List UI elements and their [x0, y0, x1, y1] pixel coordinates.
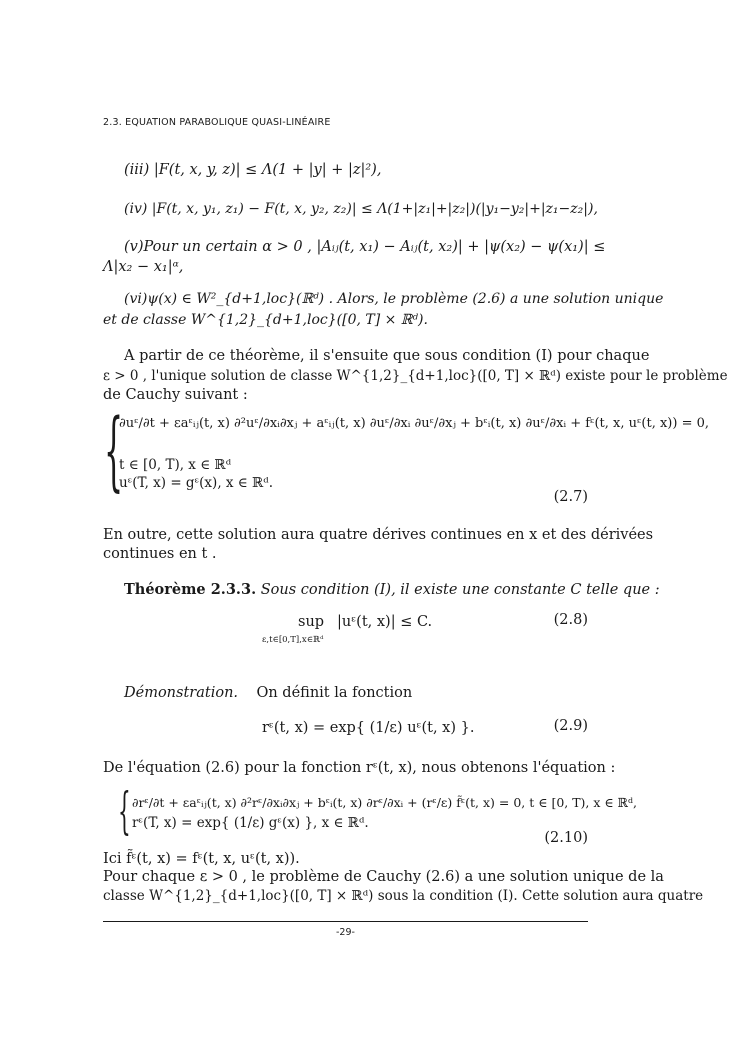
theorem-label: Théorème 2.3.3.	[124, 581, 257, 598]
para2-line2: continues en t .	[103, 546, 217, 562]
condition-vi-line1: (vi)ψ(x) ∈ W²_{d+1,loc}(ℝᵈ) . Alors, le problème (2.6) a une solution unique	[124, 291, 664, 307]
theorem-sup: sup	[298, 614, 325, 630]
para4-line1: Ici f̃ᵋ(t, x) = fᵋ(t, x, uᵋ(t, x)).	[103, 851, 300, 867]
proof-intro	[124, 683, 412, 703]
eq-2-9: rᵋ(t, x) = exp{ (1/ε) uᵋ(t, x) }.	[262, 720, 475, 736]
condition-v-line1: (v)Pour un certain α > 0 , |Aᵢⱼ(t, x₁) − Aᵢⱼ(t, x₂)| + |ψ(x₂) − ψ(x₁)| ≤	[124, 239, 606, 255]
para2-line1: En outre, cette solution aura quatre dérives continues en x et des dérivées	[103, 527, 654, 543]
para1-line3: de Cauchy suivant :	[103, 387, 248, 403]
left-brace-2-7: {	[104, 401, 124, 501]
theorem-equation: |uᵋ(t, x)| ≤ C.	[337, 614, 433, 630]
footer-divider	[103, 921, 588, 922]
theorem-sup-subscript: ε,t∈[0,T],x∈ℝᵈ	[262, 635, 324, 645]
para1-line1: A partir de ce théorème, il s'ensuite que sous condition (I) pour chaque	[124, 348, 650, 364]
condition-vi-line2: et de classe W^{1,2}_{d+1,loc}([0, T] × ℝᵈ).	[103, 312, 428, 328]
page-number: -29-	[336, 927, 355, 938]
left-brace-2-10: {	[118, 782, 131, 840]
proof-text: On définit la fonction	[256, 685, 413, 701]
eq-2-10-row2: rᵋ(T, x) = exp{ (1/ε) gᵋ(x) }, x ∈ ℝᵈ.	[132, 815, 369, 831]
eq-2-10-row1: ∂rᵋ/∂t + εaᵋᵢⱼ(t, x) ∂²rᵋ/∂xᵢ∂xⱼ + bᵋᵢ(t, x) ∂rᵋ/∂xᵢ + (rᵋ/ε) f̃ᵋ(t, x) = 0, t ∈ [0, T), x ∈ ℝᵈ,	[132, 795, 637, 810]
para4-line2: Pour chaque ε > 0 , le problème de Cauchy (2.6) a une solution unique de la	[103, 869, 664, 885]
eq-2-7-row2: t ∈ [0, T), x ∈ ℝᵈ	[119, 457, 232, 473]
eq-2-8-number: (2.8)	[553, 612, 588, 628]
condition-iv: (iv) |F(t, x, y₁, z₁) − F(t, x, y₂, z₂)| ≤ Λ(1+|z₁|+|z₂|)(|y₁−y₂|+|z₁−z₂|),	[124, 201, 598, 217]
running-header: 2.3. EQUATION PARABOLIQUE QUASI-LINÉAIRE	[103, 117, 331, 128]
eq-2-7-row1: ∂uᵋ/∂t + εaᵋᵢⱼ(t, x) ∂²uᵋ/∂xᵢ∂xⱼ + aᵋᵢⱼ(t, x) ∂uᵋ/∂xᵢ ∂uᵋ/∂xⱼ + bᵋᵢ(t, x) ∂uᵋ/∂xᵢ + fᵋ(t, x, uᵋ(t, x)) = 0,	[119, 416, 710, 431]
para1-line2: ε > 0 , l'unique solution de classe W^{1,2}_{d+1,loc}([0, T] × ℝᵈ) existe pour le problème	[103, 368, 728, 384]
para4-line3: classe W^{1,2}_{d+1,loc}([0, T] × ℝᵈ) sous la condition (I). Cette solution aura quatre	[103, 888, 704, 904]
eq-2-7-row3: uᵋ(T, x) = gᵋ(x), x ∈ ℝᵈ.	[119, 475, 273, 491]
para3: De l'équation (2.6) pour la fonction rᵋ(t, x), nous obtenons l'équation :	[103, 760, 616, 776]
theorem-2-3-3	[124, 580, 660, 600]
eq-2-9-number: (2.9)	[553, 718, 588, 734]
proof-label: Démonstration.	[124, 685, 239, 701]
eq-2-7-number: (2.7)	[553, 489, 588, 505]
eq-2-10-number: (2.10)	[544, 830, 588, 846]
theorem-text: Sous condition (I), il existe une constante C telle que :	[260, 582, 660, 598]
condition-iii: (iii) |F(t, x, y, z)| ≤ Λ(1 + |y| + |z|²),	[124, 162, 382, 178]
condition-v-line2: Λ|x₂ − x₁|ᵅ,	[103, 259, 184, 275]
